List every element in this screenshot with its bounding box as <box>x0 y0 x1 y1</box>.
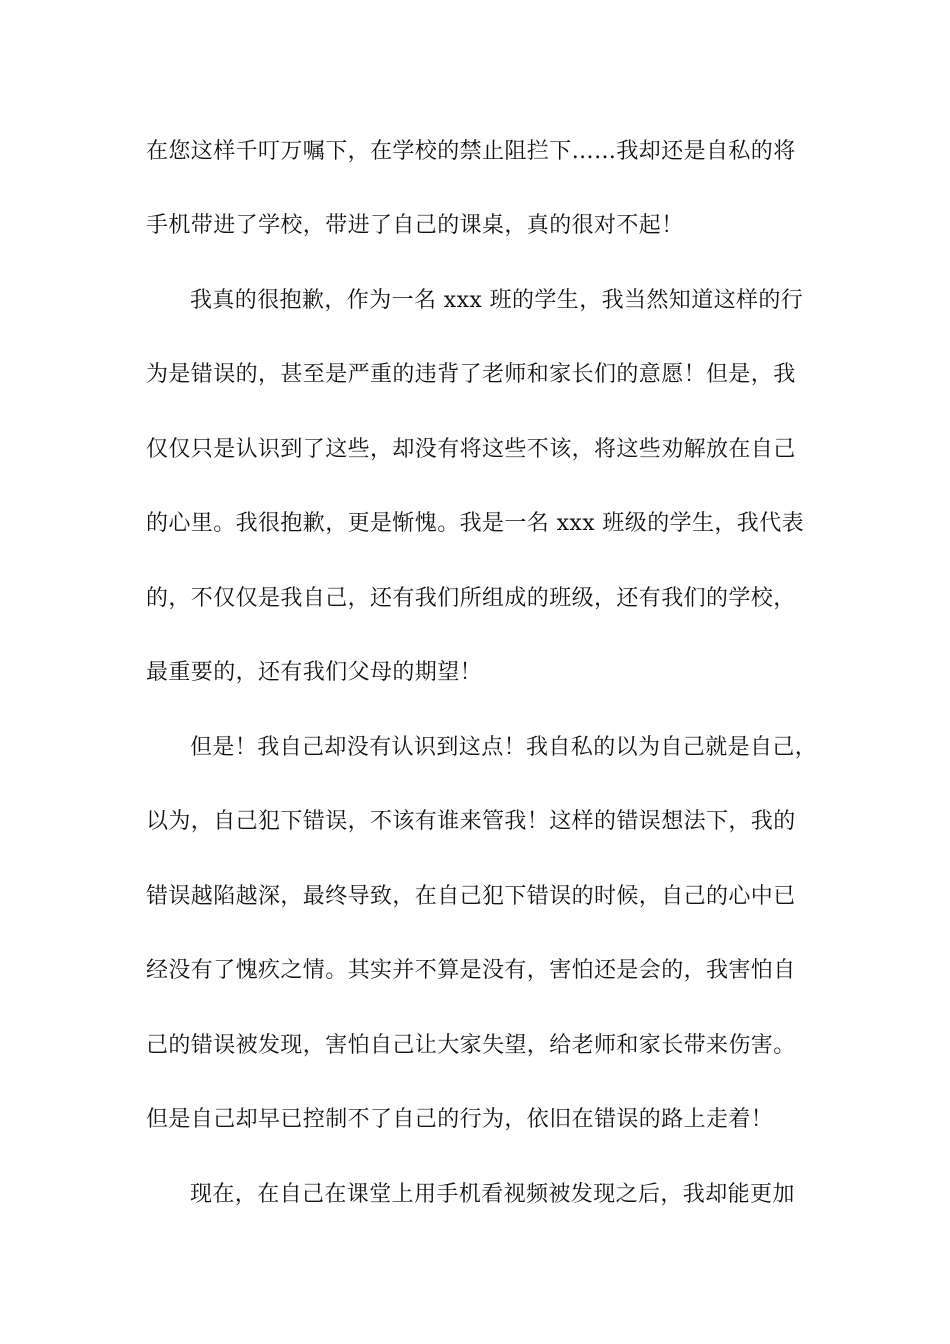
text-line: 己的错误被发现，害怕自己让大家失望，给老师和家长带来伤害。 <box>146 1033 796 1058</box>
paragraph-first-line: 但是！我自己却没有认识到这点！我自私的以为自己就是自己， <box>190 735 818 760</box>
text-line: 经没有了愧疚之情。其实并不算是没有，害怕还是会的，我害怕自 <box>146 958 796 983</box>
text-line: 以为，自己犯下错误，不该有谁来管我！这样的错误想法下，我的 <box>146 809 796 834</box>
paragraph-first-line: 现在，在自己在课堂上用手机看视频被发现之后，我却能更加 <box>190 1182 795 1207</box>
text-line: 但是自己却早已控制不了自己的行为，依旧在错误的路上走着！ <box>146 1107 774 1132</box>
paragraph-first-line: 我真的很抱歉，作为一名 xxx 班的学生，我当然知道这样的行 <box>190 288 804 313</box>
text-line: 的，不仅仅是我自己，还有我们所组成的班级，还有我们的学校， <box>146 586 796 611</box>
text-line: 错误越陷越深，最终导致，在自己犯下错误的时候，自己的心中已 <box>146 884 796 909</box>
text-line: 最重要的，还有我们父母的期望！ <box>146 660 483 685</box>
text-line: 在您这样千叮万嘱下，在学校的禁止阻拦下……我却还是自私的将 <box>146 139 796 164</box>
text-line: 仅仅只是认识到了这些，却没有将这些不该，将这些劝解放在自己 <box>146 437 796 462</box>
text-line: 的心里。我很抱歉，更是惭愧。我是一名 xxx 班级的学生，我代表 <box>146 511 805 536</box>
text-line: 手机带进了学校，带进了自己的课桌，真的很对不起！ <box>146 213 684 238</box>
text-line: 为是错误的，甚至是严重的违背了老师和家长们的意愿！但是，我 <box>146 362 796 387</box>
